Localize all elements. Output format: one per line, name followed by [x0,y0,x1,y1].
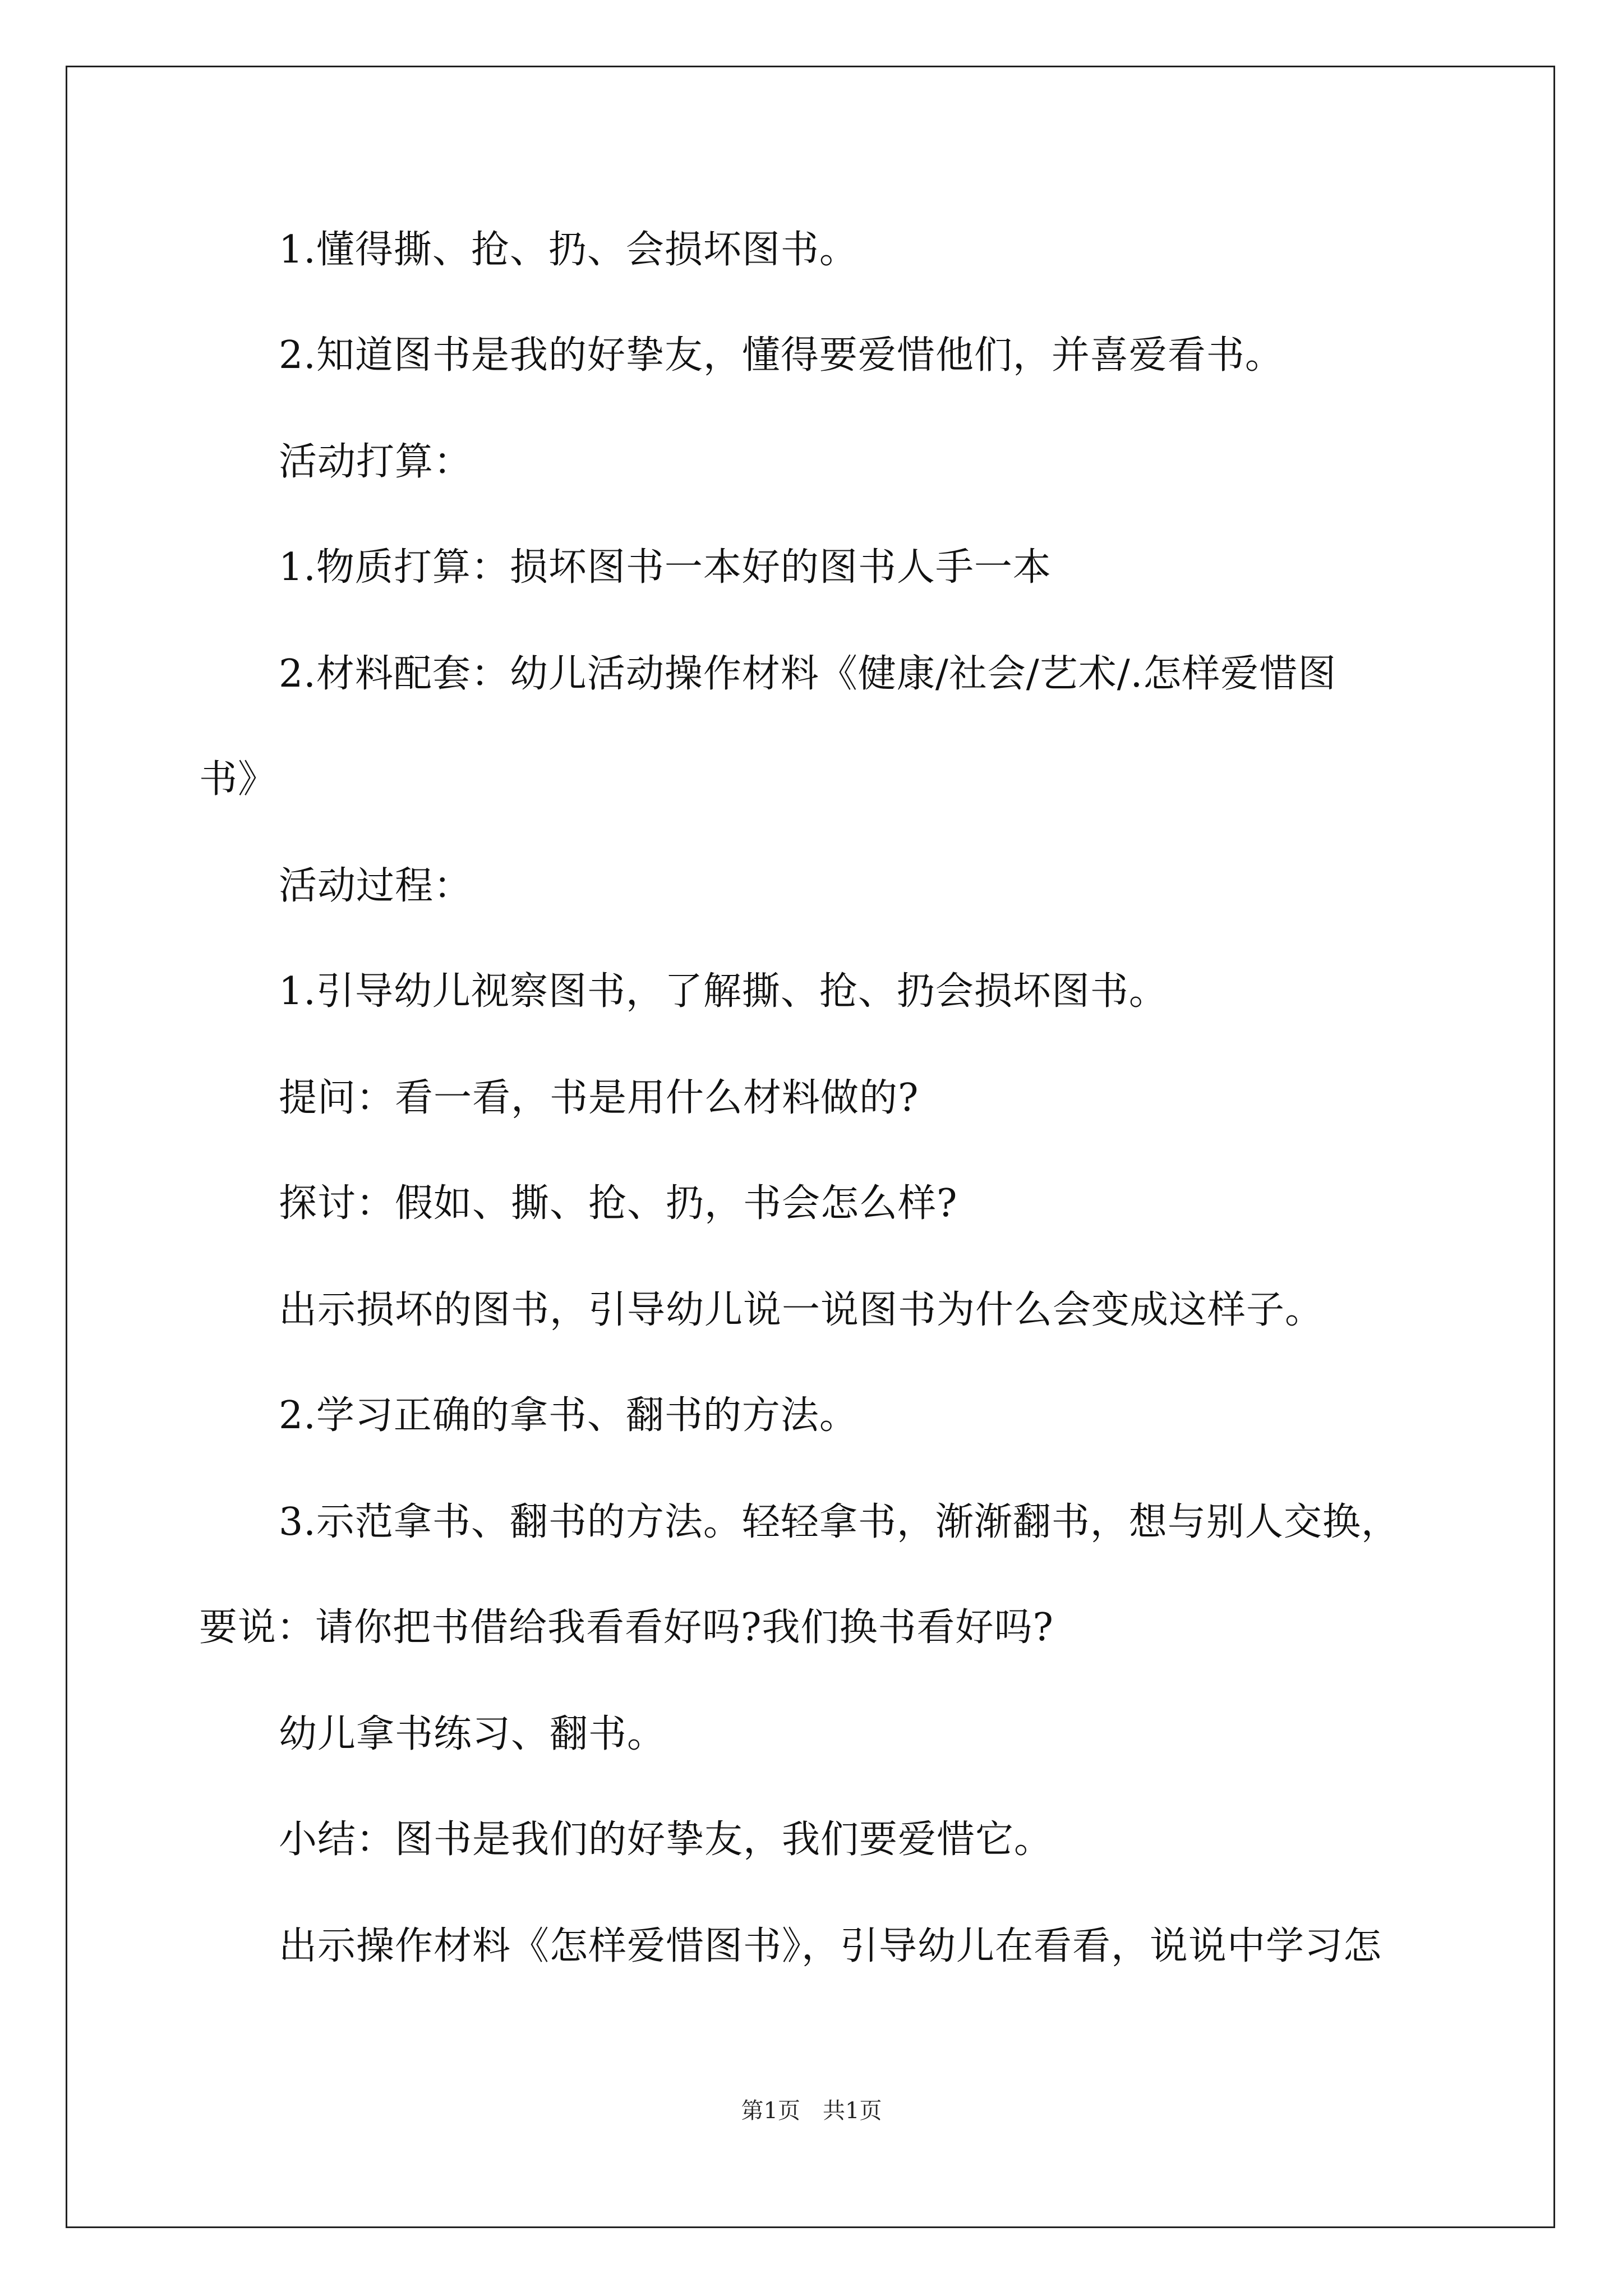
paragraph-show-damaged: 出示损坏的图书，引导幼儿说一说图书为什么会变成这样子。 [279,1288,1324,1332]
paragraph-goal-2: 2.知道图书是我的好挚友，懂得要爱惜他们，并喜爱看书。 [279,333,1284,378]
paragraph-show-material: 出示操作材料《怎样爱惜图书》，引导幼儿在看看，说说中学习怎 [279,1924,1382,1968]
paragraph-step-3: 3.示范拿书、翻书的方法。轻轻拿书，渐渐翻书，想与别人交换， [279,1500,1400,1544]
heading-preparation: 活动打算： [279,440,473,484]
paragraph-practice: 幼儿拿书练习、翻书。 [279,1712,666,1756]
heading-process: 活动过程： [279,864,473,908]
paragraph-material-prep: 1.物质打算：损坏图书一本好的图书人手一本 [279,545,1052,590]
paragraph-material-kit: 2.材料配套：幼儿活动操作材料《健康/社会/艺术/.怎样爱惜图 [279,652,1337,696]
paragraph-step-3-cont: 要说：请你把书借给我看看好吗?我们换书看好吗? [199,1605,1054,1650]
paragraph-step-2: 2.学习正确的拿书、翻书的方法。 [279,1393,858,1438]
paragraph-step-1: 1.引导幼儿视察图书，了解撕、抢、扔会损坏图书。 [279,969,1168,1014]
paragraph-material-kit-cont: 书》 [199,757,277,802]
paragraph-question: 提问：看一看，书是用什么材料做的? [279,1076,919,1120]
paragraph-summary: 小结：图书是我们的好挚友，我们要爱惜它。 [279,1818,1053,1862]
paragraph-goal-1: 1.懂得撕、抢、扔、会损坏图书。 [279,228,858,272]
page-footer: 第1页 共1页 [741,2098,882,2124]
paragraph-discussion: 探讨：假如、撕、抢、扔，书会怎么样? [279,1181,958,1226]
